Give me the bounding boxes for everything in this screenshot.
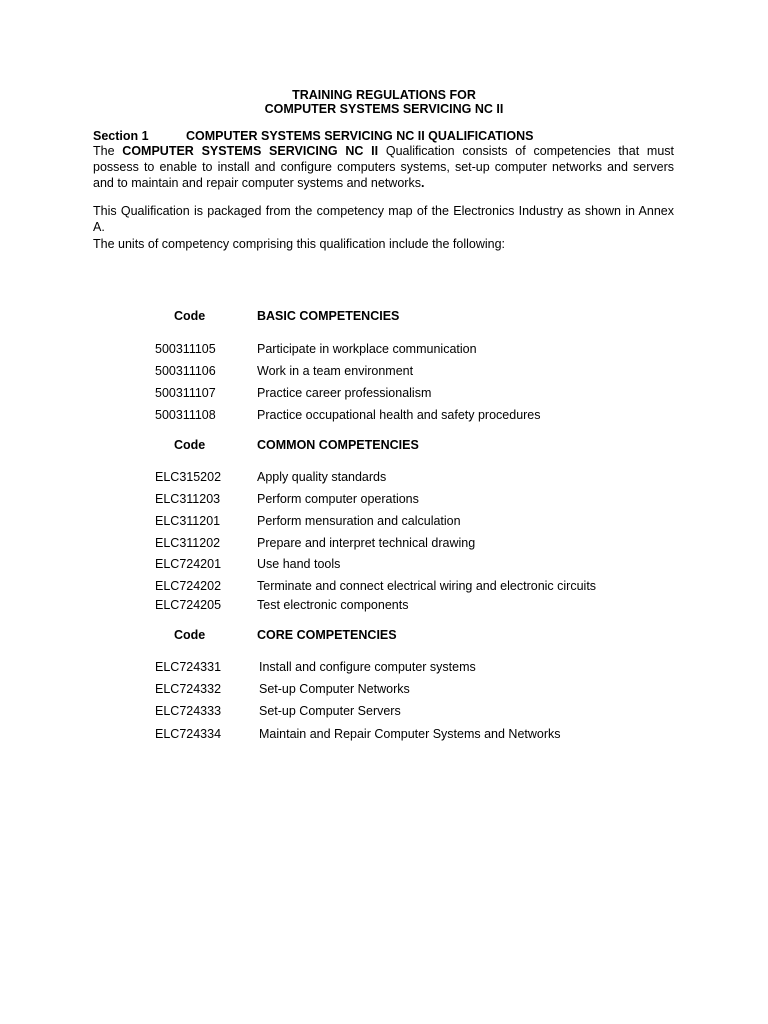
competency-title: Terminate and connect electrical wiring and electronic circuits [257, 579, 597, 593]
intro-prefix: The [93, 144, 123, 158]
competency-code: ELC724332 [155, 682, 222, 696]
competency-code: ELC311203 [155, 492, 221, 506]
competency-code: 500311108 [155, 408, 216, 422]
table-row [0, 726, 768, 744]
competency-title: Participate in workplace communication [257, 342, 477, 356]
table-row [0, 341, 768, 359]
competency-code: ELC315202 [155, 470, 222, 484]
table-row [0, 703, 768, 721]
competency-title: Practice occupational health and safety procedures [257, 408, 541, 422]
table-row [0, 491, 768, 509]
competency-title: Set-up Computer Networks [259, 682, 410, 696]
basic-header-row [0, 308, 768, 326]
table-row [0, 385, 768, 403]
section-heading [93, 128, 693, 144]
competency-code: ELC724202 [155, 579, 222, 593]
table-row [0, 407, 768, 425]
table-row [0, 597, 768, 615]
packaging-paragraph: This Qualification is packaged from the competency map of the Electronics Industry as shown in Annex A. [93, 204, 674, 234]
competency-code: ELC724333 [155, 704, 222, 718]
competency-title: Perform computer operations [257, 492, 419, 506]
units-paragraph: The units of competency comprising this qualification include the following: [93, 237, 506, 251]
section-number: Section 1 [93, 129, 149, 143]
common-header-row [0, 437, 768, 455]
competency-title: Practice career professionalism [257, 386, 432, 400]
table-row [0, 469, 768, 487]
table-row [0, 535, 768, 553]
doc-title-line1: TRAINING REGULATIONS FOR [292, 88, 476, 102]
basic-group-header: BASIC COMPETENCIES [257, 309, 400, 323]
code-column-header: Code [174, 628, 206, 642]
competency-title: Prepare and interpret technical drawing [257, 536, 476, 550]
competency-title: Use hand tools [257, 557, 341, 571]
competency-code: ELC311201 [155, 514, 221, 528]
code-column-header: Code [174, 309, 206, 323]
common-group-header: COMMON COMPETENCIES [257, 438, 419, 452]
table-row [0, 556, 768, 574]
competency-code: ELC724334 [155, 727, 222, 741]
competency-code: ELC311202 [155, 536, 221, 550]
competency-title: Test electronic components [257, 598, 409, 612]
competency-title: Install and configure computer systems [259, 660, 476, 674]
core-group-header: CORE COMPETENCIES [257, 628, 397, 642]
section-title: COMPUTER SYSTEMS SERVICING NC II QUALIFICATIONS [186, 129, 534, 143]
competency-title: Maintain and Repair Computer Systems and Networks [259, 727, 561, 741]
competency-title: Work in a team environment [257, 364, 414, 378]
competency-code: 500311107 [155, 386, 216, 400]
table-row [0, 659, 768, 677]
intro-end: . [420, 176, 425, 190]
competency-title: Set-up Computer Servers [259, 704, 401, 718]
competency-code: 500311105 [155, 342, 216, 356]
competency-code: ELC724205 [155, 598, 222, 612]
code-column-header: Code [174, 438, 206, 452]
table-row [0, 681, 768, 699]
doc-title-line2: COMPUTER SYSTEMS SERVICING NC II [264, 102, 504, 116]
competency-code: 500311106 [155, 364, 216, 378]
table-row [0, 578, 768, 596]
intro-paragraph [93, 143, 674, 191]
intro-rest: Qualification consists of competencies that must possess to enable to install and configure computers systems, set-up computer networks and servers and to maintain and repair computer systems and networks [93, 144, 675, 190]
competency-code: ELC724201 [155, 557, 222, 571]
competency-title: Perform mensuration and calculation [257, 514, 461, 528]
table-row [0, 513, 768, 531]
intro-bold-name: COMPUTER SYSTEMS SERVICING NC II [122, 144, 379, 158]
competency-title: Apply quality standards [257, 470, 387, 484]
core-header-row [0, 627, 768, 645]
table-row [0, 363, 768, 381]
competency-code: ELC724331 [155, 660, 222, 674]
